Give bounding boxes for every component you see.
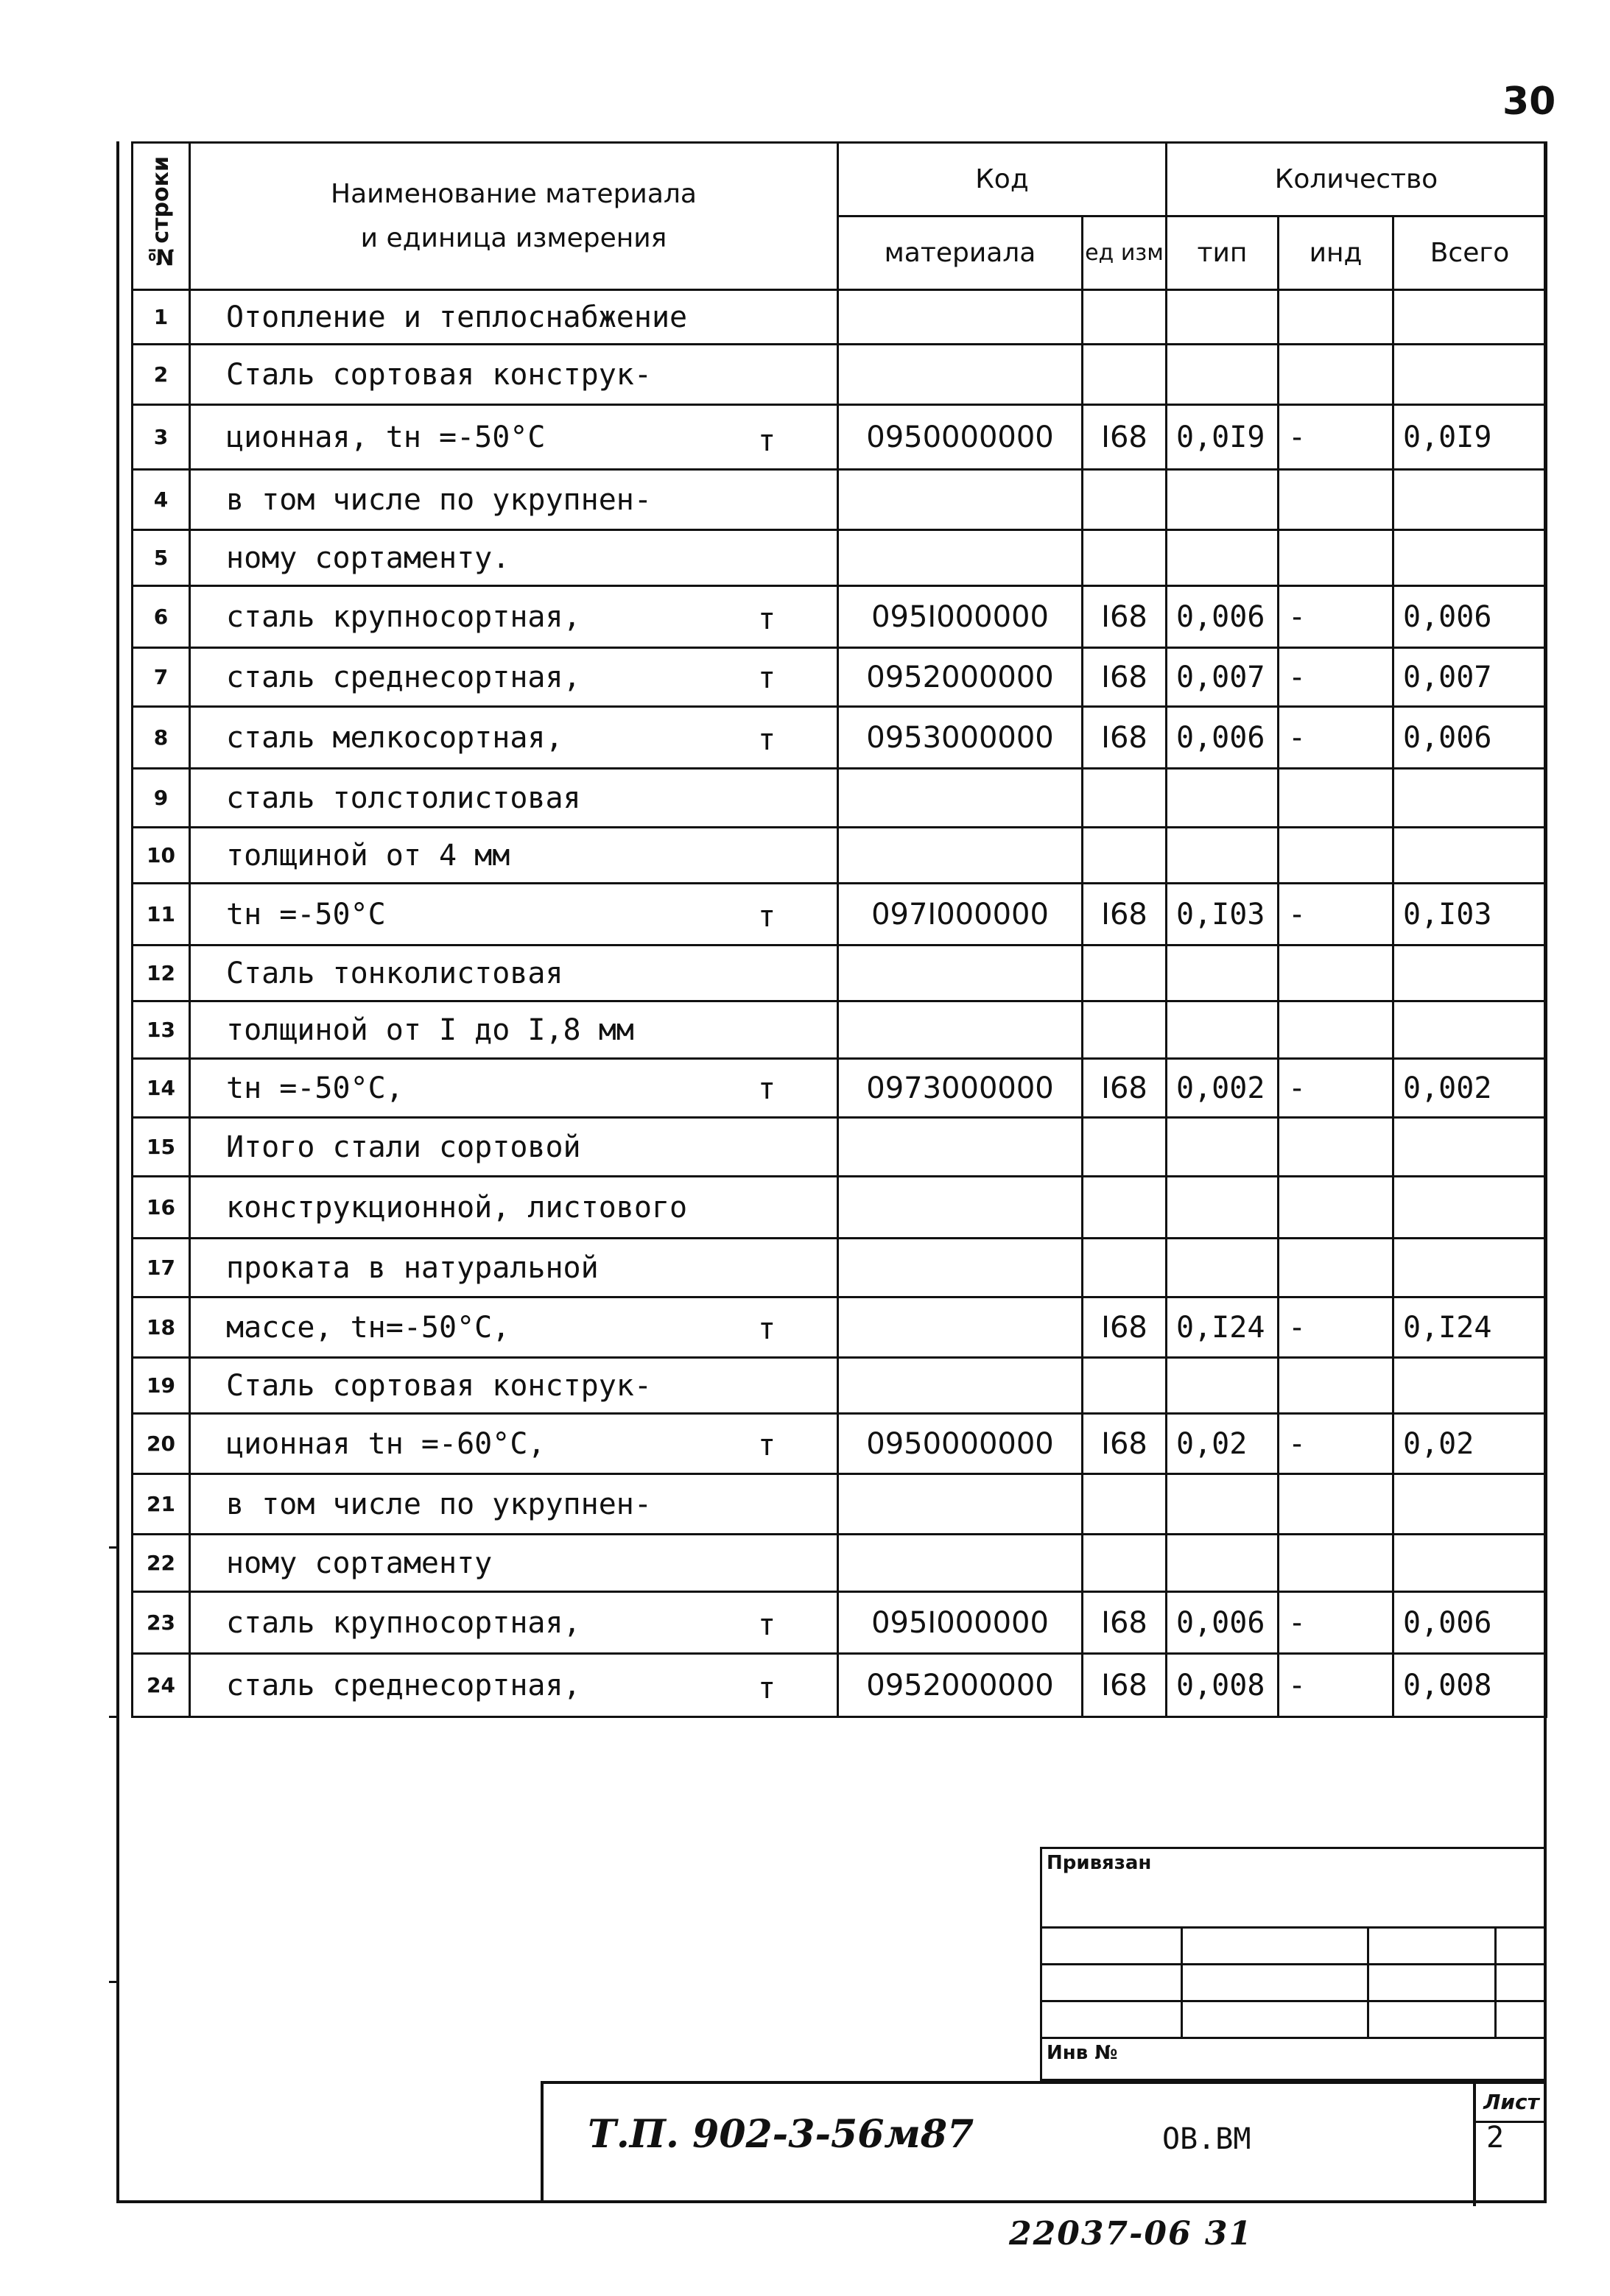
quantity-total: [1393, 769, 1547, 828]
unit-code: [1083, 769, 1167, 828]
table-row: [133, 1001, 1547, 1059]
material-name: Сталь сортовая конструк-: [190, 345, 838, 405]
unit-code: [1083, 1474, 1167, 1535]
binding-stamp: [1040, 1847, 1547, 2081]
quantity-ind: [1279, 1239, 1393, 1297]
margin-tick: [109, 1981, 119, 1983]
material-name: ному сортаменту: [190, 1535, 838, 1592]
table-row: [133, 707, 1547, 769]
material-code: [838, 530, 1083, 586]
material-name-header-line2: и единица измерения: [360, 222, 667, 253]
unit-label: т: [758, 723, 776, 757]
material-name: в том числе по укрупнен-: [190, 470, 838, 530]
unit-code: I68: [1083, 1592, 1167, 1654]
material-code: [838, 1239, 1083, 1297]
quantity-ind: -: [1279, 586, 1393, 648]
table-row: [133, 1592, 1547, 1654]
quantity-total-header: Всего: [1393, 216, 1547, 290]
material-name: Сталь тонколистовая: [190, 945, 838, 1001]
material-name: Сталь сортовая конструк-: [190, 1358, 838, 1414]
row-number: 7: [133, 648, 190, 707]
quantity-total: 0,008: [1393, 1654, 1547, 1717]
table-row: [133, 1118, 1547, 1177]
quantity-total: [1393, 1001, 1547, 1059]
unit-code: I68: [1083, 1297, 1167, 1358]
quantity-type: 0,008: [1167, 1654, 1279, 1717]
unit-code: I68: [1083, 884, 1167, 945]
unit-code: [1083, 1358, 1167, 1414]
quantity-total: [1393, 530, 1547, 586]
quantity-type: [1167, 290, 1279, 345]
quantity-ind: [1279, 1358, 1393, 1414]
table-row: [133, 405, 1547, 470]
quantity-type: 0,007: [1167, 648, 1279, 707]
quantity-type: [1167, 1001, 1279, 1059]
row-number: 24: [133, 1654, 190, 1717]
quantity-ind: [1279, 769, 1393, 828]
quantity-ind: -: [1279, 707, 1393, 769]
unit-code: [1083, 1535, 1167, 1592]
table-row: [133, 1239, 1547, 1297]
unit-code: [1083, 1001, 1167, 1059]
unit-code: [1083, 290, 1167, 345]
quantity-type-header: тип: [1167, 216, 1279, 290]
document-code: Т.П. 902-3-56м87: [588, 2112, 974, 2157]
table-row: [133, 1474, 1547, 1535]
unit-code: [1083, 345, 1167, 405]
material-name: массе, tн=-50°С, т: [190, 1297, 838, 1358]
material-code: [838, 1358, 1083, 1414]
row-number: 22: [133, 1535, 190, 1592]
material-code: [838, 1001, 1083, 1059]
quantity-total: 0,006: [1393, 1592, 1547, 1654]
quantity-total: [1393, 345, 1547, 405]
material-code: [838, 828, 1083, 884]
material-code: 0950000000: [838, 405, 1083, 470]
quantity-ind: [1279, 828, 1393, 884]
quantity-type: [1167, 1474, 1279, 1535]
quantity-total: [1393, 1474, 1547, 1535]
table-row: [133, 1297, 1547, 1358]
row-number: 11: [133, 884, 190, 945]
row-number: 20: [133, 1414, 190, 1474]
code-unit-header: ед изм: [1083, 216, 1167, 290]
quantity-type: [1167, 828, 1279, 884]
quantity-type: 0,I03: [1167, 884, 1279, 945]
quantity-ind: [1279, 470, 1393, 530]
quantity-ind: -: [1279, 1414, 1393, 1474]
material-code: 0973000000: [838, 1059, 1083, 1118]
table-row: [133, 884, 1547, 945]
material-code: 095I000000: [838, 586, 1083, 648]
quantity-total: 0,02: [1393, 1414, 1547, 1474]
material-code: 0952000000: [838, 648, 1083, 707]
table-row: [133, 290, 1547, 345]
material-code: [838, 1177, 1083, 1239]
material-name: ционная, tн =-50°С т: [190, 405, 838, 470]
unit-code: I68: [1083, 1654, 1167, 1717]
table-row: [133, 470, 1547, 530]
unit-label: т: [758, 1312, 776, 1346]
row-number: 14: [133, 1059, 190, 1118]
quantity-ind: [1279, 945, 1393, 1001]
row-number: 10: [133, 828, 190, 884]
quantity-total: [1393, 290, 1547, 345]
row-number: 16: [133, 1177, 190, 1239]
table-row: [133, 1414, 1547, 1474]
material-code: [838, 769, 1083, 828]
unit-code: I68: [1083, 1059, 1167, 1118]
quantity-total: 0,007: [1393, 648, 1547, 707]
quantity-ind: -: [1279, 1059, 1393, 1118]
material-code: [838, 290, 1083, 345]
unit-code: I68: [1083, 586, 1167, 648]
unit-label: т: [758, 1429, 776, 1462]
quantity-group-header: Количество: [1167, 143, 1547, 216]
row-number: 5: [133, 530, 190, 586]
unit-code: I68: [1083, 648, 1167, 707]
row-number: 15: [133, 1118, 190, 1177]
document-mark: ОВ.ВМ: [1162, 2122, 1251, 2156]
row-number: 2: [133, 345, 190, 405]
quantity-ind: [1279, 1118, 1393, 1177]
material-name: Итого стали сортовой: [190, 1118, 838, 1177]
row-number: 18: [133, 1297, 190, 1358]
quantity-ind: -: [1279, 405, 1393, 470]
materials-table: [131, 141, 1547, 1718]
code-material-header: материала: [838, 216, 1083, 290]
material-name: сталь толстолистовая: [190, 769, 838, 828]
quantity-ind: [1279, 1177, 1393, 1239]
unit-label: т: [758, 1072, 776, 1106]
inventory-label: Инв №: [1041, 2038, 1546, 2080]
quantity-type: [1167, 1358, 1279, 1414]
code-group-header: Код: [838, 143, 1167, 216]
quantity-type: 0,006: [1167, 1592, 1279, 1654]
table-row: [133, 648, 1547, 707]
quantity-type: 0,I24: [1167, 1297, 1279, 1358]
material-name: сталь среднесортная, т: [190, 648, 838, 707]
quantity-type: [1167, 1177, 1279, 1239]
quantity-total: [1393, 945, 1547, 1001]
quantity-total: [1393, 1118, 1547, 1177]
row-number: 17: [133, 1239, 190, 1297]
material-name: проката в натуральной: [190, 1239, 838, 1297]
unit-code: I68: [1083, 1414, 1167, 1474]
quantity-type: 0,0I9: [1167, 405, 1279, 470]
quantity-ind: [1279, 1001, 1393, 1059]
material-code: 0952000000: [838, 1654, 1083, 1717]
unit-code: [1083, 1118, 1167, 1177]
unit-label: т: [758, 602, 776, 636]
material-name: в том числе по укрупнен-: [190, 1474, 838, 1535]
quantity-total: [1393, 1177, 1547, 1239]
sheet-cell: [1473, 2084, 1547, 2206]
material-code: [838, 1297, 1083, 1358]
quantity-type: [1167, 345, 1279, 405]
page-number: 30: [1502, 80, 1556, 124]
quantity-ind: -: [1279, 1592, 1393, 1654]
table-row: [133, 945, 1547, 1001]
quantity-ind: [1279, 1474, 1393, 1535]
quantity-total: 0,006: [1393, 707, 1547, 769]
table-row: [133, 1535, 1547, 1592]
material-code: 0950000000: [838, 1414, 1083, 1474]
unit-label: т: [758, 661, 776, 695]
material-name: сталь крупносортная, т: [190, 586, 838, 648]
table-row: [133, 530, 1547, 586]
row-number: 21: [133, 1474, 190, 1535]
row-number: 23: [133, 1592, 190, 1654]
material-code: [838, 470, 1083, 530]
material-code: [838, 345, 1083, 405]
quantity-type: 0,02: [1167, 1414, 1279, 1474]
table-row: [133, 345, 1547, 405]
material-code: [838, 1535, 1083, 1592]
table-row: [133, 1654, 1547, 1717]
material-name: tн =-50°С т: [190, 884, 838, 945]
unit-code: [1083, 1177, 1167, 1239]
quantity-ind: -: [1279, 648, 1393, 707]
sheet-label: Лист: [1476, 2084, 1547, 2123]
row-number-header: №строки: [133, 143, 190, 290]
quantity-type: [1167, 769, 1279, 828]
quantity-total: [1393, 470, 1547, 530]
material-name: сталь среднесортная, т: [190, 1654, 838, 1717]
footer-number: 22037-06 31: [1009, 2215, 1254, 2253]
material-code: 0953000000: [838, 707, 1083, 769]
quantity-total: [1393, 828, 1547, 884]
material-code: [838, 1118, 1083, 1177]
quantity-type: [1167, 1239, 1279, 1297]
quantity-type: [1167, 1535, 1279, 1592]
quantity-type: [1167, 945, 1279, 1001]
quantity-ind-header: инд: [1279, 216, 1393, 290]
quantity-total: 0,002: [1393, 1059, 1547, 1118]
quantity-type: 0,006: [1167, 707, 1279, 769]
unit-code: [1083, 828, 1167, 884]
material-name: ному сортаменту.: [190, 530, 838, 586]
row-number: 4: [133, 470, 190, 530]
quantity-ind: -: [1279, 884, 1393, 945]
material-name: сталь мелкосортная, т: [190, 707, 838, 769]
row-number: 6: [133, 586, 190, 648]
title-block: [541, 2081, 1547, 2203]
unit-code: [1083, 945, 1167, 1001]
quantity-type: 0,002: [1167, 1059, 1279, 1118]
quantity-total: [1393, 1535, 1547, 1592]
margin-tick: [109, 1716, 119, 1718]
table-row: [133, 1177, 1547, 1239]
quantity-ind: [1279, 530, 1393, 586]
material-name: сталь крупносортная, т: [190, 1592, 838, 1654]
material-code: [838, 1474, 1083, 1535]
unit-label: т: [758, 900, 776, 934]
material-name: tн =-50°С, т: [190, 1059, 838, 1118]
unit-label: т: [758, 1608, 776, 1642]
row-number: 8: [133, 707, 190, 769]
material-name: толщиной от I до I,8 мм: [190, 1001, 838, 1059]
unit-code: [1083, 470, 1167, 530]
table-row: [133, 769, 1547, 828]
material-name-header-line1: Наименование материала: [331, 178, 697, 209]
quantity-total: 0,I03: [1393, 884, 1547, 945]
bound-label: Привязан: [1041, 1848, 1546, 1928]
material-name: конструкционной, листового: [190, 1177, 838, 1239]
unit-label: т: [758, 424, 776, 458]
table-row: [133, 1059, 1547, 1118]
row-number: 9: [133, 769, 190, 828]
unit-code: [1083, 530, 1167, 586]
quantity-ind: [1279, 290, 1393, 345]
quantity-total: 0,I24: [1393, 1297, 1547, 1358]
table-row: [133, 1358, 1547, 1414]
material-code: [838, 945, 1083, 1001]
table-row: [133, 828, 1547, 884]
quantity-total: 0,006: [1393, 586, 1547, 648]
sheet-number: 2: [1486, 2121, 1505, 2155]
quantity-type: [1167, 1118, 1279, 1177]
material-code: 095I000000: [838, 1592, 1083, 1654]
material-code: 097I000000: [838, 884, 1083, 945]
material-name: ционная tн =-60°С, т: [190, 1414, 838, 1474]
quantity-total: [1393, 1358, 1547, 1414]
quantity-type: 0,006: [1167, 586, 1279, 648]
unit-code: [1083, 1239, 1167, 1297]
table-row: [133, 586, 1547, 648]
row-number: 19: [133, 1358, 190, 1414]
material-name: Отопление и теплоснабжение: [190, 290, 838, 345]
row-number: 12: [133, 945, 190, 1001]
unit-code: I68: [1083, 405, 1167, 470]
material-name-header: [190, 143, 838, 290]
quantity-ind: -: [1279, 1297, 1393, 1358]
row-number: 3: [133, 405, 190, 470]
material-name: толщиной от 4 мм: [190, 828, 838, 884]
unit-label: т: [758, 1672, 776, 1705]
quantity-ind: [1279, 1535, 1393, 1592]
quantity-total: [1393, 1239, 1547, 1297]
quantity-ind: -: [1279, 1654, 1393, 1717]
margin-tick: [109, 1546, 119, 1549]
quantity-ind: [1279, 345, 1393, 405]
row-number: 13: [133, 1001, 190, 1059]
quantity-total: 0,0I9: [1393, 405, 1547, 470]
quantity-type: [1167, 470, 1279, 530]
quantity-type: [1167, 530, 1279, 586]
unit-code: I68: [1083, 707, 1167, 769]
row-number: 1: [133, 290, 190, 345]
